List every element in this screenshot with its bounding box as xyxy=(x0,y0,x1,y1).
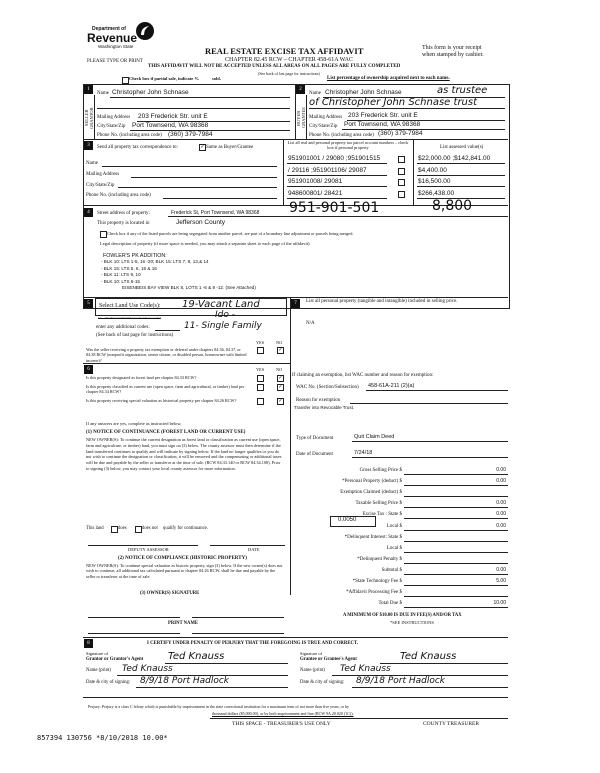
personal-property-checkbox[interactable] xyxy=(398,156,405,163)
tax-line-label: *Affidavit Processing Fee $ xyxy=(346,590,402,596)
legal-description-line: - BLK 11: LTS 9, 10 xyxy=(101,272,141,278)
underline xyxy=(417,186,505,187)
buyer-address-field[interactable]: 203 Frederick Str. unit E xyxy=(348,112,418,119)
tax-line-label: Subtotal $ xyxy=(381,567,402,573)
underline xyxy=(404,552,508,553)
underline xyxy=(404,496,508,497)
seller-address-field[interactable]: 203 Frederick Str. unit E xyxy=(138,113,208,120)
date-label: DATE xyxy=(248,547,260,552)
ownership-note: List percentage of ownership acquired next to each name. xyxy=(327,76,450,81)
section-number: 8 xyxy=(84,639,93,648)
buyer-label: BUYER GRANTEE xyxy=(296,107,306,129)
seller-city-label: City/State/Zip xyxy=(97,124,126,129)
legal-description-line: EISENBEIS BAY VIEW BLK 8, LOTS 1 -6 & 9 -12. (See Attached) xyxy=(122,285,256,290)
grantee-name-field[interactable]: Ted Knauss xyxy=(340,664,391,674)
grantor-name-label: Name (print) xyxy=(86,668,111,673)
additional-codes-label: enter any additional codes: xyxy=(96,325,150,330)
tax-line-label: *Delinquent Interest: State $ xyxy=(344,534,402,540)
underline xyxy=(404,585,508,586)
land-use-printed-struck: 11 - all other residential not elsewhere coded xyxy=(98,316,161,320)
if-yes-note: If any answers are yes, complete as instructed below. xyxy=(86,421,182,426)
tax-line-value[interactable]: 0.00 xyxy=(496,500,506,507)
section-number: 1 xyxy=(84,85,93,94)
personal-property-checkbox[interactable] xyxy=(398,191,405,198)
does-label: does xyxy=(118,526,127,531)
see-instructions: *SEE INSTRUCTIONS xyxy=(390,620,434,625)
underline xyxy=(417,163,505,164)
parcels-header: List all real and personal property tax parcel account numbers – check box if personal property xyxy=(287,140,409,150)
wac-field[interactable]: 458-61A-211 (2)(a) xyxy=(368,383,415,389)
tax-line-label: Gross Selling Price $ xyxy=(359,468,402,473)
doc-date-label: Date of Document xyxy=(296,452,333,457)
buyer-name-label: Name xyxy=(309,91,321,96)
buyer-phone-field[interactable]: (360) 379-7984 xyxy=(378,130,423,137)
underline xyxy=(287,175,387,176)
handwritten-value: 8,800 xyxy=(432,198,473,214)
tax-line-value[interactable]: 0.00 xyxy=(496,467,506,473)
personal-property-value[interactable]: N/A xyxy=(306,321,315,326)
segregated-checkbox[interactable] xyxy=(100,231,107,238)
tax-line-label: Local $ xyxy=(386,523,402,529)
seller-name-field[interactable]: Christopher John Schnase xyxy=(112,89,189,96)
no-header: NO xyxy=(276,367,283,372)
seller-phone-field[interactable]: (360) 379-7984 xyxy=(168,131,213,138)
street-field[interactable]: Frederick St, Port Townsend, WA 98368 xyxy=(171,210,260,216)
notice-compliance-title: (2) NOTICE OF COMPLIANCE (HISTORIC PROPERTY) xyxy=(118,556,247,561)
underline xyxy=(404,485,508,486)
question-yes-checkbox[interactable] xyxy=(257,375,264,382)
exemption-no-checkbox[interactable]: ✓ xyxy=(278,348,283,353)
certify-statement: I CERTIFY UNDER PENALTY OF PERJURY THAT THE FOREGOING IS TRUE AND CORRECT. xyxy=(147,641,359,646)
tax-line-label: Exemption Claimed (deduct) $ xyxy=(340,490,402,496)
treasurer-use-label: THIS SPACE - TREASURER'S USE ONLY xyxy=(232,721,331,727)
logo-swoosh-icon xyxy=(135,21,155,41)
section-number: 7 xyxy=(291,299,300,308)
seller-city-field[interactable]: Port Townsend, WA 98368 xyxy=(132,122,209,129)
tax-line-label: Total Due $ xyxy=(378,601,402,607)
buyer-phone-label: Phone No. (including area code) xyxy=(309,133,374,138)
personal-property-checkbox[interactable] xyxy=(398,179,405,186)
personal-property-checkbox[interactable] xyxy=(398,168,405,175)
assessed-value[interactable]: $16,500.00 xyxy=(418,178,451,185)
section6-question: Is this property designated as forest land per chapter 84.33 RCW? xyxy=(86,375,197,380)
owner-signature-label: (3) OWNER(S) SIGNATURE xyxy=(140,591,200,596)
correspondence-label: Send all property tax correspondence to: xyxy=(97,145,178,150)
partial-sale-checkbox[interactable] xyxy=(122,77,129,84)
legal-description-line: - BLK 15: LTS 5, 6, 15 & 16 xyxy=(101,265,157,271)
personal-property-label: List all personal property (tangible and intangible) included in selling price. xyxy=(306,299,458,304)
underline xyxy=(404,518,508,519)
yes-header: YES xyxy=(256,367,265,372)
buyer-city-label: City/State/Zip xyxy=(309,124,338,129)
exemption-yes-checkbox[interactable] xyxy=(257,347,264,354)
additional-codes-handwritten[interactable]: 11- Single Family xyxy=(184,321,262,331)
question-yes-checkbox[interactable] xyxy=(257,398,264,405)
grantee-date-label: Date & city of signing: xyxy=(300,680,345,685)
doc-date-field[interactable]: 7/24/18 xyxy=(354,450,373,456)
underline xyxy=(404,474,508,475)
form-title: REAL ESTATE EXCISE TAX AFFIDAVIT xyxy=(205,46,364,56)
underline xyxy=(404,563,508,564)
notice-continuance-title: (1) NOTICE OF CONTINUANCE (FOREST LAND OR CURRENT USE) xyxy=(86,430,246,435)
seller-name-label: Name xyxy=(97,91,109,96)
corr-name-label: Name xyxy=(86,161,98,166)
does-checkbox[interactable] xyxy=(111,526,118,533)
parcel-number[interactable]: / 29116 ;951901106/ 29087 xyxy=(288,166,367,174)
handwritten-parcel: 951-901-501 xyxy=(289,200,380,216)
section-number: 3 xyxy=(84,141,93,150)
located-label: This property is located in xyxy=(97,221,150,226)
tax-line-label: *Personal Property (deduct) $ xyxy=(342,479,402,485)
corr-phone-label: Phone No. (including area code) xyxy=(86,193,151,198)
parcel-number[interactable]: 951901008/ 29081 xyxy=(288,178,343,185)
seller-label: SELLER GRANTOR xyxy=(84,107,94,129)
county-field[interactable]: Jefferson County xyxy=(176,219,226,226)
no-header: NO xyxy=(276,340,283,345)
grantor-name-field[interactable]: Ted Knauss xyxy=(122,664,173,674)
question-no-checkbox[interactable]: ✓ xyxy=(278,376,283,381)
same-as-buyer-checkbox[interactable]: ✓ xyxy=(200,145,205,150)
underline xyxy=(287,198,387,199)
logo-top: Department of xyxy=(92,26,126,32)
tax-line-value[interactable]: 0.00 xyxy=(496,511,506,518)
section-number: 6 xyxy=(84,365,93,374)
tax-line-label: Excise Tax : State $ xyxy=(362,512,402,518)
underline xyxy=(404,574,508,575)
logo-main: Revenue xyxy=(87,31,138,45)
seller-address-label: Mailing Address xyxy=(97,115,131,120)
reason-label: Reason for exemption xyxy=(296,398,341,403)
receipt-note-2: when stamped by cashier. xyxy=(422,52,484,58)
question-no-checkbox[interactable]: ✓ xyxy=(278,385,283,390)
grantee-sig-label-1: Signature of xyxy=(300,651,323,656)
seller-phone-label: Phone No. (including area code) xyxy=(97,133,162,138)
land-use-handwritten[interactable]: 19-Vacant Land xyxy=(182,299,260,310)
tax-line-value[interactable]: 0.00 xyxy=(496,522,506,529)
yes-header: YES xyxy=(256,340,265,345)
legal-description-line: FOWLER'S PK ADDITION: xyxy=(103,253,167,259)
does-not-checkbox[interactable] xyxy=(135,526,142,533)
section-number: 2 xyxy=(296,85,305,94)
underline xyxy=(404,530,508,531)
sold-label: sold. xyxy=(212,76,221,81)
tax-line-label: *State Technology Fee $ xyxy=(352,579,402,584)
question-yes-checkbox[interactable] xyxy=(257,384,264,391)
doc-type-label: Type of Document xyxy=(296,436,334,441)
notice-continuance-text: NEW OWNER(S): To continue the current designation as forest land or classification as current use (open space, farm and agriculture, or timber) land, you must sign on (3) below. The county assessor must then determine if the land transferred continues to qualify and will indicate by signing below. If the land no longer qualifies or you do not wish to continue the designation or classification, it will be removed and the compensating or additional taxes will be due and payable by the seller or transferor at the time of sale. (RCW 84.33.140 or RCW 84.34.108). Prior to signing (3) below, you may contact your local county assessor for more information. xyxy=(86,437,282,471)
grantor-sig-label-2: Grantor or Grantor's Agent xyxy=(86,657,144,662)
underline xyxy=(404,507,508,508)
please-print: PLEASE TYPE OR PRINT xyxy=(87,59,143,64)
assessed-values-header: List assessed value(s) xyxy=(440,145,484,150)
tax-line-value[interactable]: 0.00 xyxy=(496,478,506,485)
logo-sub: Washington State xyxy=(98,44,134,49)
tax-line-value[interactable]: 10.00 xyxy=(493,600,506,607)
doc-type-field[interactable]: Quit Claim Deed xyxy=(354,434,395,440)
see-back-note: (See back of last page for instructions) xyxy=(258,71,320,76)
grantee-sig-label-2: Grantee or Grantee's Agent xyxy=(300,657,357,662)
tax-line-label: Local $ xyxy=(386,545,402,551)
county-treasurer-label: COUNTY TREASURER xyxy=(423,721,480,727)
buyer-city-field[interactable]: Port Townsend, WA 98368 xyxy=(344,121,421,128)
this-land-label: This land xyxy=(86,526,104,531)
parcel-number[interactable]: 948600801/ 28421 xyxy=(288,189,343,197)
legal-description-line: - BLK 10: LTS 1-5, 16 -20; BLK 15: LTS 7, 8, 13,& 14 xyxy=(101,259,209,265)
notice-compliance-text: NEW OWNER(S): To continue special valuation as historic property, sign (3) below. If the new owner(s) does not wish to continue, all additional tax calculated pursuant to chapter 84.26 RCW, shall be due and payable by the seller or transferor at the time of sale. xyxy=(86,563,283,579)
print-name-label: PRINT NAME xyxy=(168,621,198,626)
buyer-name-handwritten-2: of Christopher John Schnase trust xyxy=(309,97,478,108)
local-rate[interactable]: 0.0050 xyxy=(338,517,357,523)
tax-line-label: *Delinquent Penalty $ xyxy=(357,556,402,562)
corr-address-label: Mailing Address xyxy=(86,172,120,177)
assessed-value[interactable]: $22,000.00 ;$142,841.00 xyxy=(418,155,491,162)
land-use-label: Select Land Use Code(s): xyxy=(99,303,161,309)
minimum-due-note: A MINIMUM OF $10.00 IS DUE IN FEE(S) AND/OR TAX xyxy=(343,613,462,618)
buyer-name-field[interactable]: Christopher John Schnase xyxy=(325,89,402,96)
tax-line-value[interactable]: 0.00 xyxy=(496,566,506,573)
grantor-date-field[interactable]: 8/9/18 Port Hadlock xyxy=(140,676,230,686)
grantor-sig-label-1: Signature of xyxy=(86,651,109,656)
underline xyxy=(287,186,387,187)
section-number: 5 xyxy=(84,299,93,308)
exemption-question: Was the seller receiving a property tax exemption or deferral under chapters 84.36, 84.37, or 84.38 RCW (nonprofit organization, senior citizen, or disabled person, homeowner with limited income)? xyxy=(86,347,247,363)
form-chapter: CHAPTER 82.45 RCW – CHAPTER 458-61A WAC xyxy=(225,57,353,63)
grantor-signature[interactable]: Ted Knauss xyxy=(168,651,225,662)
land-use-handwritten-2: Ido - xyxy=(215,310,235,320)
grantee-signature[interactable]: Ted Knauss xyxy=(400,651,457,662)
section-number: 4 xyxy=(84,208,93,217)
affidavit-warning: THIS AFFIDAVIT WILL NOT BE ACCEPTED UNLESS ALL AREAS ON ALL PAGES ARE FULLY COMPLETED xyxy=(148,64,401,69)
grantee-date-field[interactable]: 8/9/18 Port Hadlock xyxy=(356,676,446,686)
question-no-checkbox[interactable]: ✓ xyxy=(278,399,283,404)
underline xyxy=(417,175,505,176)
see-back-instructions: (See back of last page for instructions) xyxy=(96,333,174,338)
segregated-label: Check box if any of the listed parcels are being segregated from another parcel, are part of a boundary line adjustment or parcels being merged. xyxy=(107,231,354,236)
section6-question: Is this property classified as current use (open space, farm and agricultural, or timber) land per chapter 84.34 RCW? xyxy=(86,384,245,395)
perjury-note-2: thousand dollars ($5,000.00), or by both imprisonment and fine (RCW 9A.20.020 (1C)). xyxy=(212,711,354,716)
same-as-buyer-label: Same as Buyer/Grantee xyxy=(206,145,254,150)
perjury-note-1: Perjury: Perjury is a class C felony which is punishable by imprisonment in the state correctional institution for a maximum term of not more than five years, or by xyxy=(88,704,349,709)
legal-description-label: Legal description of property (if more space is needed, you may attach a separate sheet to each page of the affidavit) xyxy=(100,241,310,246)
tax-line-value[interactable]: 5.00 xyxy=(496,578,506,584)
buyer-name-handwritten: as trustee xyxy=(437,85,488,96)
exemption-claim-label: If claiming an exemption, list WAC number and reason for exemption: xyxy=(292,373,434,378)
legal-description-line: - BLK 10: LTS 6-15 xyxy=(101,278,140,284)
grantee-name-label: Name (print) xyxy=(300,668,325,673)
underline xyxy=(287,163,387,164)
grantor-date-label: Date & city of signing: xyxy=(86,680,131,685)
section6-question: Is this property receiving special valuation as historical property per chapter 84.26 RCW? xyxy=(86,398,237,403)
partial-sale-label: Check box if partial sale, indicate % xyxy=(129,76,199,81)
underline xyxy=(404,541,508,542)
buyer-address-label: Mailing Address xyxy=(309,115,343,120)
underline xyxy=(404,607,508,608)
deputy-assessor-label: DEPUTY ASSESSOR xyxy=(128,547,169,552)
does-not-label: does not xyxy=(142,526,158,531)
receipt-note-1: This form is your receipt xyxy=(422,45,482,51)
reason-field[interactable]: Transfer into Revocable Trust. xyxy=(294,405,355,410)
assessed-value[interactable]: $4,400.00 xyxy=(418,166,447,174)
wac-label: WAC No. (Section/Subsection) xyxy=(296,385,359,390)
parcel-number[interactable]: 951901001 / 29080 ;951901515 xyxy=(288,155,381,162)
qualify-label: qualify for continuance. xyxy=(163,526,208,531)
street-label: Street address of property: xyxy=(97,211,150,216)
corr-city-label: City/State/Zip xyxy=(86,183,115,188)
tax-line-label: Taxable Selling Price $ xyxy=(355,501,402,507)
treasurer-stamp: 857394 130756 *8/10/2018 10.00* xyxy=(37,734,168,742)
underline xyxy=(404,596,508,597)
assessed-value[interactable]: $266,438.00 xyxy=(418,189,455,197)
